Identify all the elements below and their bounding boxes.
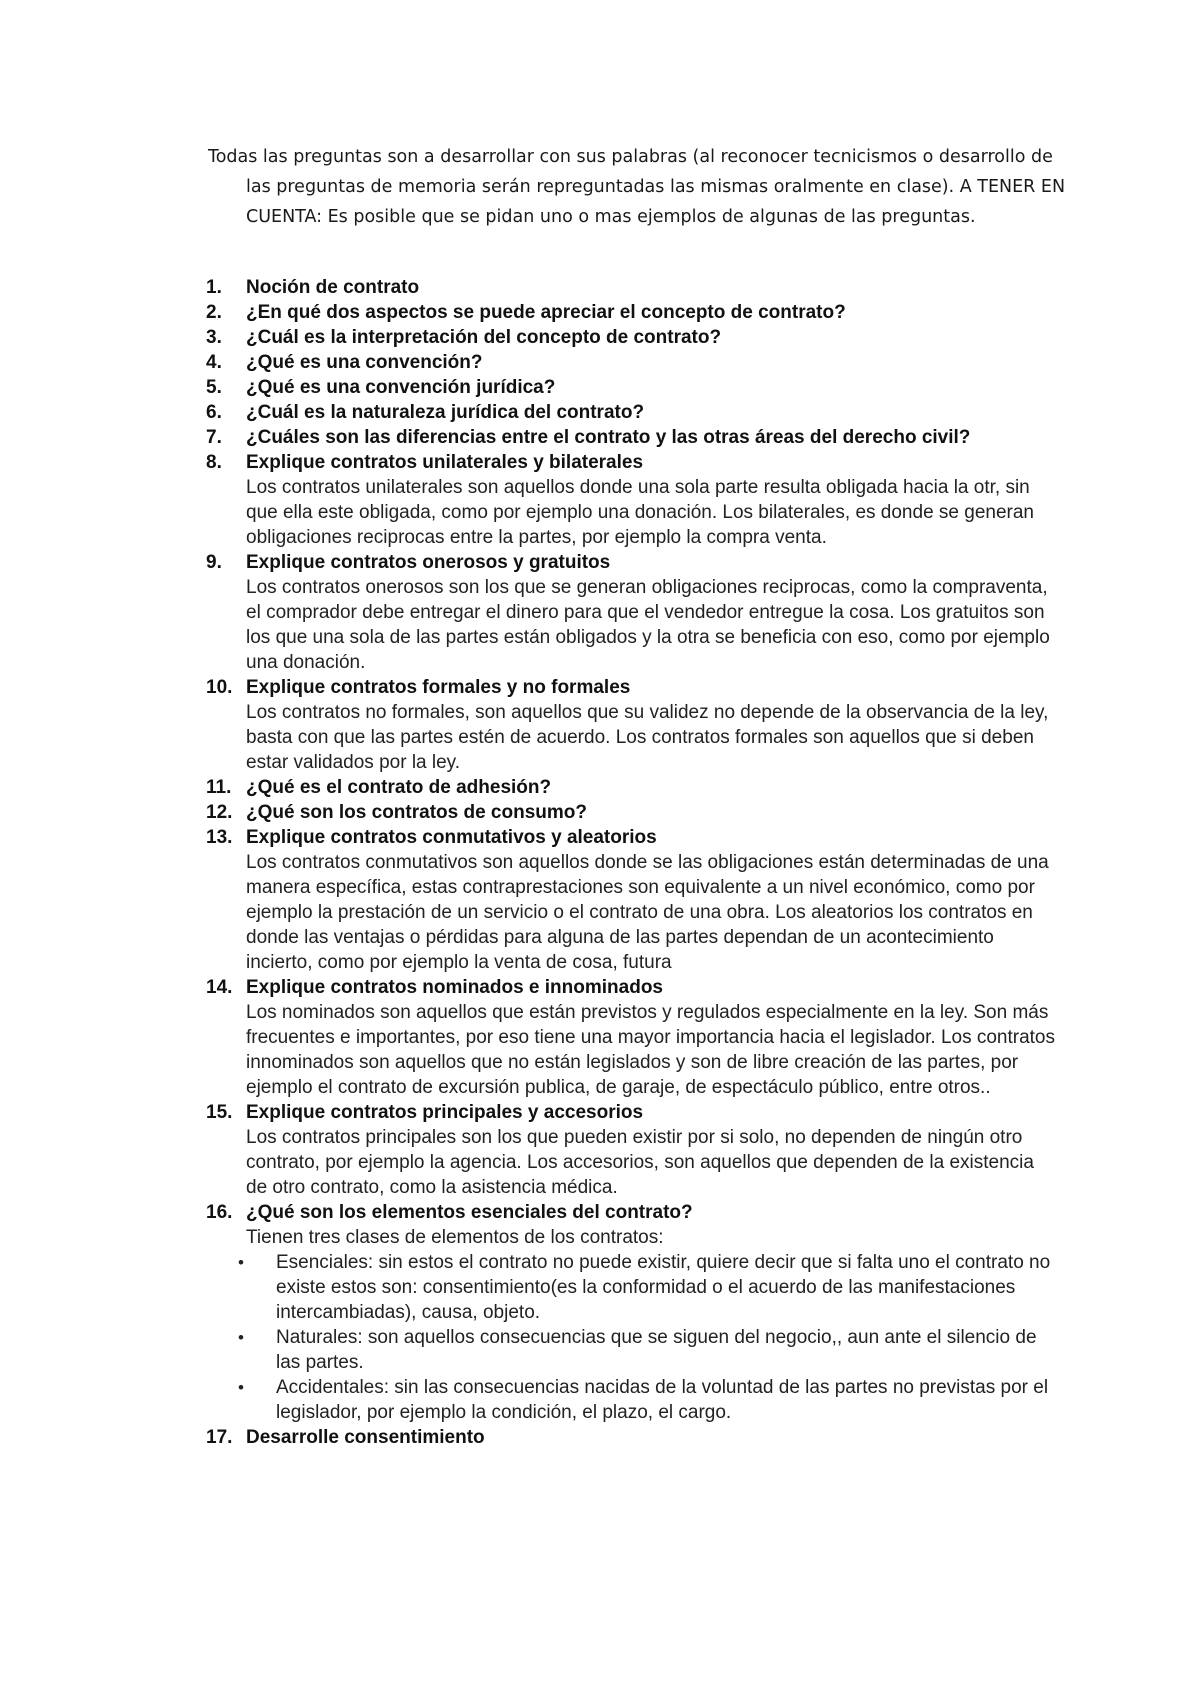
question-text: Explique contratos conmutativos y aleatorios — [246, 827, 657, 848]
answer-text: Los contratos conmutativos son aquellos donde se las obligaciones están determinadas de una manera específica, estas contraprestaciones son equivalente a un nivel económico, como por ejemplo la prestación de un servicio o el contrato de una obra. Los aleatorios los contratos en donde las ventajas o pérdidas para alguna de las partes dependan de un acontecimiento incierto, como por ejemplo la venta de cosa, futura — [246, 852, 1049, 973]
question-number: 6. — [206, 402, 222, 423]
question-text: Explique contratos formales y no formales — [246, 677, 631, 698]
question-item — [206, 775, 1056, 800]
question-item — [206, 300, 1056, 325]
question-number: 12. — [206, 802, 233, 823]
question-text: ¿Qué es una convención jurídica? — [246, 377, 556, 398]
bullet-item — [206, 1250, 1056, 1325]
question-text: Desarrolle consentimiento — [246, 1427, 485, 1448]
question-number: 9. — [206, 552, 222, 573]
answer-text: Los contratos principales son los que pueden existir por si solo, no dependen de ningún otro contrato, por ejemplo la agencia. Los accesorios, son aquellos que dependen de la existencia de otro contrato, como la asistencia médica. — [246, 1127, 1034, 1198]
question-number: 3. — [206, 327, 222, 348]
question-item — [206, 350, 1056, 375]
question-item — [206, 275, 1056, 300]
question-number: 13. — [206, 827, 233, 848]
bullet-text: Accidentales: sin las consecuencias nacidas de la voluntad de las partes no previstas por el legislador, por ejemplo la condición, el plazo, el cargo. — [276, 1377, 1049, 1423]
question-number: 1. — [206, 277, 222, 298]
question-item — [206, 1425, 1056, 1450]
question-text: Explique contratos unilaterales y bilaterales — [246, 452, 644, 473]
question-item — [206, 1100, 1056, 1200]
question-text: Noción de contrato — [246, 277, 420, 298]
question-text: ¿Qué son los elementos esenciales del contrato? — [246, 1202, 693, 1223]
question-number: 7. — [206, 427, 222, 448]
bullet-icon: • — [238, 1253, 244, 1272]
question-number: 5. — [206, 377, 222, 398]
question-text: ¿Cuál es la naturaleza jurídica del contrato? — [246, 402, 645, 423]
question-text: ¿Cuáles son las diferencias entre el contrato y las otras áreas del derecho civil? — [246, 427, 971, 448]
question-text: ¿Cuál es la interpretación del concepto de contrato? — [246, 327, 722, 348]
question-number: 4. — [206, 352, 222, 373]
question-text: ¿En qué dos aspectos se puede apreciar el concepto de contrato? — [246, 302, 846, 323]
question-item — [206, 450, 1056, 550]
question-item — [206, 825, 1056, 975]
question-number: 16. — [206, 1202, 233, 1223]
question-item — [206, 675, 1056, 775]
question-item — [206, 375, 1056, 400]
question-item — [206, 325, 1056, 350]
question-item — [206, 1200, 1056, 1250]
question-item — [206, 400, 1056, 425]
answer-text: Los contratos no formales, son aquellos que su validez no depende de la observancia de la ley, basta con que las partes estén de acuerdo. Los contratos formales son aquellos que si deben estar validados por la ley. — [246, 702, 1049, 773]
question-number: 14. — [206, 977, 233, 998]
question-number: 8. — [206, 452, 222, 473]
question-text: Explique contratos onerosos y gratuitos — [246, 552, 611, 573]
question-item — [206, 550, 1056, 675]
answer-text: Tienen tres clases de elementos de los contratos: — [246, 1227, 664, 1248]
question-number: 10. — [206, 677, 233, 698]
question-item — [206, 800, 1056, 825]
intro-paragraph: Todas las preguntas son a desarrollar con sus palabras (al reconocer tecnicismos o desarrollo de las preguntas de memoria serán repreguntadas las mismas oralmente en clase). A TENER EN CUENTA: Es posible que se pidan uno o mas ejemplos de algunas de las preguntas. — [208, 147, 1066, 227]
bullet-icon: • — [238, 1378, 244, 1397]
elements-bullet-list — [206, 1250, 1056, 1425]
bullet-text: Esenciales: sin estos el contrato no puede existir, quiere decir que si falta uno el contrato no existe estos son: consentimiento(es la conformidad o el acuerdo de las manifestaciones intercambiadas), causa, objeto. — [276, 1252, 1051, 1323]
question-text: ¿Qué es el contrato de adhesión? — [246, 777, 552, 798]
question-number: 2. — [206, 302, 222, 323]
questions-list — [206, 275, 1056, 1450]
answer-text: Los contratos onerosos son los que se generan obligaciones reciprocas, como la compraventa, el comprador debe entregar el dinero para que el vendedor entregue la cosa. Los gratuitos son los que una sola de las partes están obligados y la otra se beneficia con eso, como por ejemplo una donación. — [246, 577, 1050, 673]
bullet-icon: • — [238, 1328, 244, 1347]
question-text: Explique contratos nominados e innominados — [246, 977, 663, 998]
question-number: 17. — [206, 1427, 233, 1448]
question-number: 15. — [206, 1102, 233, 1123]
question-item — [206, 1250, 1056, 1425]
question-text: ¿Qué son los contratos de consumo? — [246, 802, 587, 823]
bullet-text: Naturales: son aquellos consecuencias que se siguen del negocio,, aun ante el silencio de las partes. — [276, 1327, 1037, 1373]
answer-text: Los nominados son aquellos que están previstos y regulados especialmente en la ley. Son más frecuentes e importantes, por eso tiene una mayor importancia hacia el legislador. Los contratos innominados son aquellos que no están legislados y son de libre creación de las partes, por ejemplo el contrato de excursión publica, de garaje, de espectáculo público, entre otros.. — [246, 1002, 1056, 1098]
question-text: ¿Qué es una convención? — [246, 352, 483, 373]
bullet-item — [206, 1375, 1056, 1425]
answer-text: Los contratos unilaterales son aquellos donde una sola parte resulta obligada hacia la otr, sin que ella este obligada, como por ejemplo una donación. Los bilaterales, es donde se generan obligaciones reciprocas entre la partes, por ejemplo la compra venta. — [246, 477, 1034, 548]
question-item — [206, 425, 1056, 450]
bullet-item — [206, 1325, 1056, 1375]
question-item — [206, 975, 1056, 1100]
question-number: 11. — [206, 777, 232, 798]
question-text: Explique contratos principales y accesorios — [246, 1102, 644, 1123]
